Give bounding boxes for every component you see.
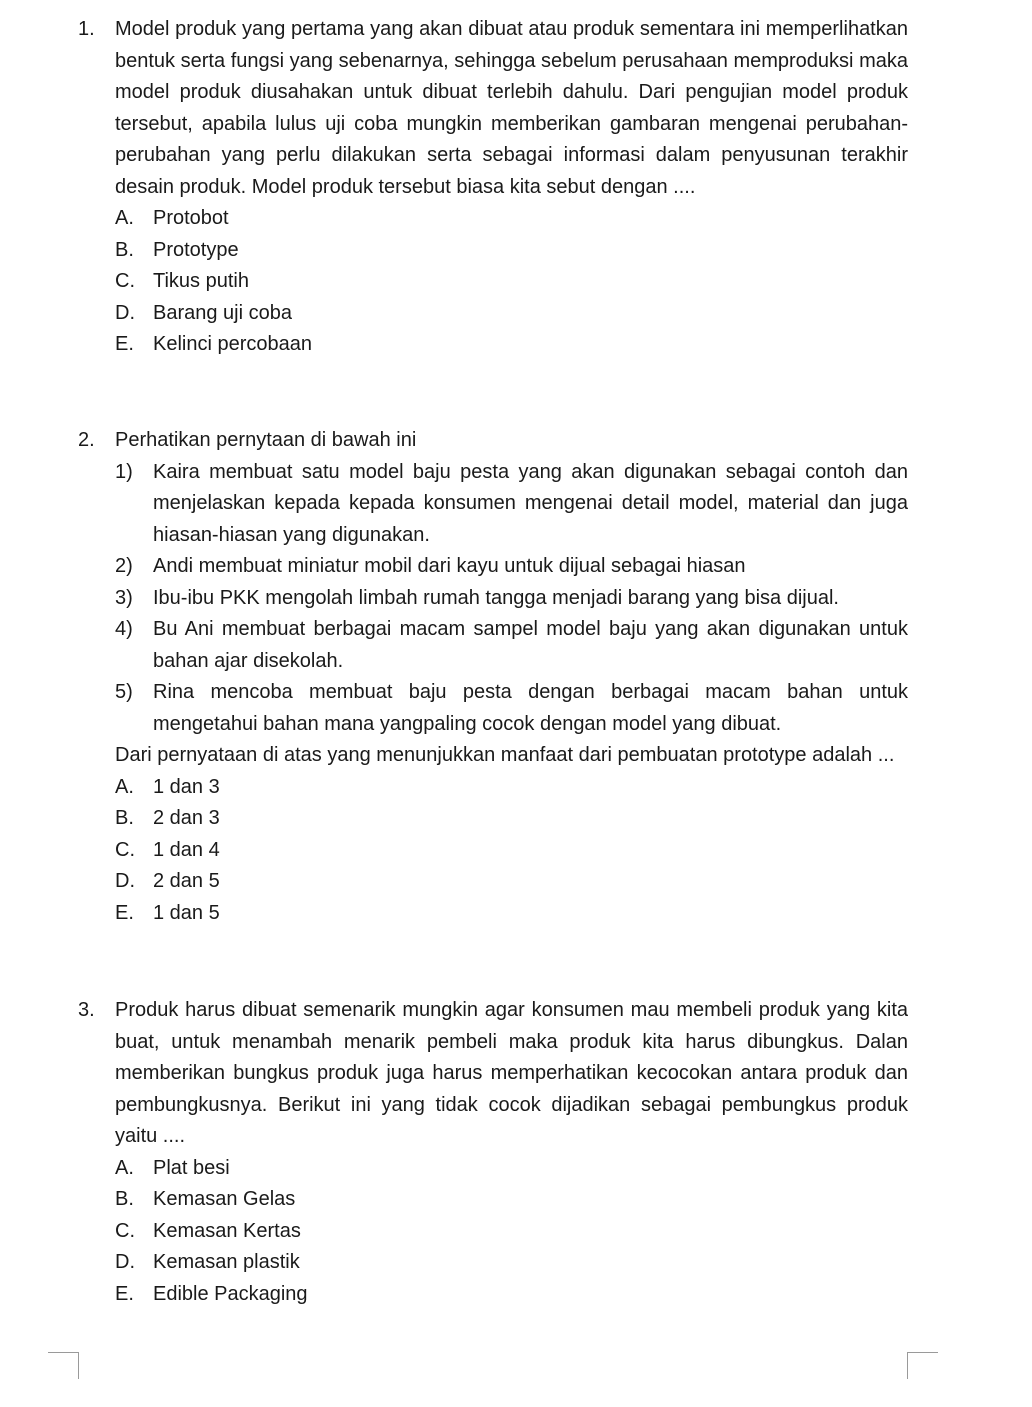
statement-text: Ibu-ibu PKK mengolah limbah rumah tangga menjadi barang yang bisa dijual. <box>153 586 839 609</box>
option-c[interactable] <box>115 1216 908 1248</box>
statement-text: Rina mencoba membuat baju pesta dengan berbagai macam bahan untuk mengetahui bahan mana yangpaling cocok dengan model yang dibuat. <box>153 681 908 735</box>
question-2 <box>78 425 908 929</box>
option-text: Plat besi <box>153 1156 230 1179</box>
option-text: 1 dan 5 <box>153 901 220 924</box>
statement-2 <box>115 551 908 583</box>
option-text: 1 dan 3 <box>153 775 220 798</box>
option-text: Kemasan Kertas <box>153 1219 301 1242</box>
option-letter: B. <box>115 1188 134 1210</box>
option-letter: A. <box>115 1156 134 1179</box>
option-e[interactable] <box>115 1279 908 1311</box>
statement-number: 3) <box>115 586 133 609</box>
statement-4 <box>115 614 908 677</box>
option-d[interactable] <box>115 866 908 898</box>
margin-corner-mark-right <box>907 1352 938 1379</box>
option-letter: C. <box>115 838 135 861</box>
option-b[interactable] <box>115 1184 908 1216</box>
option-text: 1 dan 4 <box>153 838 220 861</box>
option-text: Barang uji coba <box>153 301 292 324</box>
margin-corner-mark-left <box>48 1352 79 1379</box>
statement-number: 4) <box>115 618 133 640</box>
option-text: Tikus putih <box>153 270 249 292</box>
statement-number: 1) <box>115 460 133 483</box>
option-letter: E. <box>115 333 134 355</box>
option-text: Prototype <box>153 238 239 261</box>
option-letter: C. <box>115 1219 135 1242</box>
option-a[interactable] <box>115 1153 908 1185</box>
option-text: 2 dan 3 <box>153 807 220 829</box>
statement-number: 5) <box>115 681 133 703</box>
statement-3 <box>115 583 908 615</box>
statement-text: Andi membuat miniatur mobil dari kayu untuk dijual sebagai hiasan <box>153 555 746 577</box>
question-text: Perhatikan pernytaan di bawah ini <box>115 429 417 451</box>
question-1 <box>78 14 908 361</box>
statement-text: Bu Ani membuat berbagai macam sampel model baju yang akan digunakan untuk bahan ajar disekolah. <box>153 618 908 672</box>
question-text: Model produk yang pertama yang akan dibuat atau produk sementara ini memperlihatkan bentuk serta fungsi yang sebenarnya, sehingga sebelum perusahaan memproduksi maka model produk diusahakan untuk dibuat terlebih dahulu. Dari pengujian model produk tersebut, apabila lulus uji coba mungkin memberikan gambaran mengenai perubahan-perubahan yang perlu dilakukan serta sebagai informasi dalam penyusunan terakhir desain produk. Model produk tersebut biasa kita sebut dengan .... <box>115 18 908 198</box>
question-3 <box>78 995 908 1310</box>
option-letter: C. <box>115 270 135 292</box>
option-b[interactable] <box>115 235 908 267</box>
option-c[interactable] <box>115 835 908 867</box>
option-letter: E. <box>115 901 134 924</box>
statement-5 <box>115 677 908 740</box>
question-prompt: Dari pernyataan di atas yang menunjukkan manfaat dari pembuatan prototype adalah ... <box>115 744 895 766</box>
option-letter: B. <box>115 238 134 261</box>
option-d[interactable] <box>115 298 908 330</box>
option-c[interactable] <box>115 266 908 298</box>
option-e[interactable] <box>115 898 908 930</box>
option-text: Protobot <box>153 207 229 229</box>
option-letter: E. <box>115 1282 134 1305</box>
statement-number: 2) <box>115 555 133 577</box>
option-letter: B. <box>115 807 134 829</box>
option-letter: A. <box>115 207 134 229</box>
statement-1 <box>115 457 908 552</box>
statement-text: Kaira membuat satu model baju pesta yang akan digunakan sebagai contoh dan menjelaskan kepada kepada konsumen mengenai detail model, material dan juga hiasan-hiasan yang digunakan. <box>153 460 908 546</box>
option-b[interactable] <box>115 803 908 835</box>
question-number: 3. <box>78 999 95 1021</box>
question-text: Produk harus dibuat semenarik mungkin agar konsumen mau membeli produk yang kita buat, untuk menambah menarik pembeli maka produk kita harus dibungkus. Dalan memberikan bungkus produk juga harus memperhatikan kecocokan antara produk dan pembungkusnya. Berikut ini yang tidak cocok dijadikan sebagai pembungkus produk yaitu .... <box>115 999 908 1147</box>
option-a[interactable] <box>115 772 908 804</box>
option-text: Kemasan plastik <box>153 1251 300 1273</box>
option-a[interactable] <box>115 203 908 235</box>
option-text: 2 dan 5 <box>153 870 220 892</box>
option-e[interactable] <box>115 329 908 361</box>
option-letter: A. <box>115 775 134 798</box>
option-letter: D. <box>115 301 135 324</box>
option-letter: D. <box>115 1251 135 1273</box>
option-text: Kelinci percobaan <box>153 333 312 355</box>
option-text: Kemasan Gelas <box>153 1188 296 1210</box>
option-d[interactable] <box>115 1247 908 1279</box>
question-number: 2. <box>78 429 95 451</box>
question-number: 1. <box>78 18 95 40</box>
option-text: Edible Packaging <box>153 1282 308 1305</box>
option-letter: D. <box>115 870 135 892</box>
